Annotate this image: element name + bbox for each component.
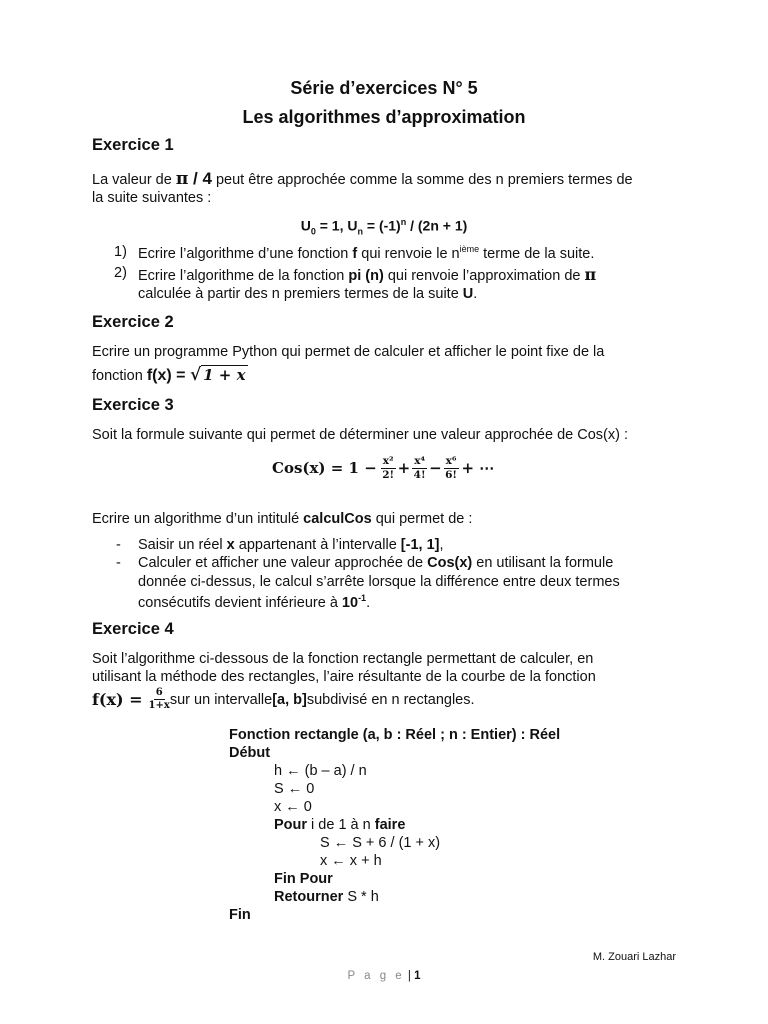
ex3-line2-b: qui permet de :: [371, 511, 473, 527]
formula-eq2: = (-1): [362, 217, 401, 234]
page-separator: |: [404, 970, 415, 982]
ex2-line1: Ecrire un programme Python qui permet de calculer et afficher le point fixe de la: [92, 344, 605, 360]
document-subtitle: Les algorithmes d’approximation: [242, 107, 526, 127]
algo-line-s: S ← 0: [274, 781, 315, 797]
cos-formula-lhs: Cos(x) = 1 −: [272, 459, 377, 477]
ex3-bullet2-line3: [138, 593, 370, 611]
ex1-item2: [138, 265, 596, 284]
ex1-item1-text-c: terme de la suite.: [479, 245, 595, 262]
ex3-bullet1-interval: [-1, 1]: [400, 537, 440, 553]
algo-ret-expr: S * h: [343, 889, 379, 905]
ex4-line2: utilisant la méthode des rectangles, l’aire résultante de la courbe de la fonction: [92, 669, 596, 685]
algo-pour-line: [274, 817, 405, 833]
page-footer: [0, 967, 768, 983]
ex1-sequence-formula: [0, 217, 768, 236]
ex2-fx: f(x) =: [146, 367, 190, 384]
ex1-intro-line2: la suite suivantes :: [92, 190, 212, 206]
algo-signature: Fonction rectangle (a, b : Réel ; n : Entier) : Réel: [229, 727, 561, 743]
algo-line-sum: S ← S + 6 / (1 + x): [320, 835, 441, 851]
formula-u: U: [300, 217, 311, 234]
ex3-bullet1-c: ,: [439, 537, 444, 553]
pi-symbol-2: π: [584, 265, 597, 284]
cos-term-2-den: 4!: [413, 468, 426, 481]
ex1-intro-text-b: peut être approchée comme la somme des n premiers termes de: [211, 172, 633, 188]
page-number: 1: [414, 970, 421, 982]
algo-line-h: h ← (b – a) / n: [274, 763, 367, 779]
ex3-bullet2-b: en utilisant la formule: [472, 555, 614, 571]
ex3-exp: -1: [358, 593, 367, 603]
ex4-line3-a: sur un intervalle: [169, 691, 273, 708]
ex1-item2-text-a: Ecrire l’algorithme de la fonction: [138, 268, 349, 284]
cos-term-2: [412, 456, 427, 480]
exercise-4-heading: Exercice 4: [92, 620, 174, 638]
formula-eq1: = 1, U: [315, 217, 358, 234]
cos-term-3-den: 6!: [445, 468, 458, 481]
ex1-item1-f: f: [352, 245, 358, 262]
exercise-3-heading: Exercice 3: [92, 396, 174, 414]
ex3-bullet1-b: appartenant à l’intervalle: [234, 537, 401, 553]
ex4-line3: [92, 688, 475, 711]
ex4-ab: [a, b]: [272, 691, 307, 708]
ex3-bullet2-cos: Cos(x): [427, 555, 473, 571]
ex1-item1-text-a: Ecrire l’algorithme d’une fonction: [138, 245, 353, 262]
ex1-item2-line2-a: calculée à partir des n premiers termes de la suite: [138, 286, 463, 302]
formula-sub0: 0: [310, 226, 316, 237]
ex1-item1-text-b: qui renvoie le n: [357, 245, 460, 262]
algo-debut: Début: [229, 745, 271, 761]
pi-symbol: π: [175, 169, 189, 189]
cos-term-3: [444, 456, 459, 480]
ex4-fraction-num: 6: [155, 687, 163, 698]
ex3-bullet2-line2: donnée ci-dessus, le calcul s’arrête lorsque la différence entre deux termes: [138, 574, 620, 590]
algo-pour: Pour: [274, 817, 308, 833]
document-title: Série d’exercices N° 5: [290, 78, 478, 98]
cos-term-3-num: x⁶: [445, 455, 457, 467]
ex3-bullet1-x: x: [226, 537, 235, 553]
exercise-1-heading: Exercice 1: [92, 136, 174, 154]
sqrt-symbol: √: [189, 365, 202, 385]
formula-subn: n: [357, 226, 363, 237]
ex1-slash4: / 4: [188, 169, 212, 188]
formula-supn: n: [400, 217, 407, 227]
ex3-bullet1-a: Saisir un réel: [138, 537, 227, 553]
cos-op-2: −: [429, 459, 442, 477]
ex1-item2-number: 2): [114, 265, 127, 281]
algo-retourner-line: [274, 889, 379, 905]
ex1-item2-pin: pi (n): [348, 268, 384, 284]
exercise-2-heading: Exercice 2: [92, 313, 174, 331]
ex4-fraction-den: 1+x: [148, 700, 170, 711]
ex1-item1: [138, 244, 594, 262]
ex3-bullet2: [138, 555, 613, 571]
ex1-item1-sup: ième: [459, 244, 480, 254]
ex1-item1-number: 1): [114, 244, 127, 260]
ex3-bullet2-line3-a: consécutifs devient inférieure à: [138, 594, 342, 611]
sqrt-argument: 1 + x: [203, 366, 246, 384]
algo-pour-mid: i de 1 à n: [307, 817, 375, 833]
ex3-bullet2-dash: -: [116, 555, 121, 571]
ex3-bullet1-dash: -: [116, 537, 121, 553]
algo-fin-pour: Fin Pour: [274, 871, 333, 887]
ex1-item2-line2: [138, 286, 477, 302]
ex4-line3-b: subdivisé en n rectangles.: [306, 691, 475, 708]
formula-eq3: / (2n + 1): [406, 217, 468, 234]
algo-retourner: Retourner: [274, 889, 344, 905]
ex3-line2: [92, 511, 472, 527]
cos-formula-tail: + ⋯: [461, 459, 495, 477]
algo-fin: Fin: [229, 907, 251, 923]
ex1-item2-line2-b: .: [473, 286, 478, 302]
algo-faire: faire: [374, 817, 406, 833]
algo-line-step: x ← x + h: [320, 853, 382, 869]
cos-op-1: +: [397, 459, 411, 477]
cos-term-1-den: 2!: [382, 468, 395, 481]
ex2-line2: [92, 365, 248, 385]
ex4-fraction: [149, 688, 170, 711]
cos-term-2-num: x⁴: [414, 455, 426, 467]
ex1-intro-text-a: La valeur de: [92, 172, 176, 188]
ex4-fx: f(x) =: [92, 690, 143, 709]
ex3-bullet1: [138, 537, 444, 553]
author-name: M. Zouari Lazhar: [592, 951, 676, 963]
ex1-item2-U: U: [462, 286, 474, 302]
ex3-bullet2-a: Calculer et afficher une valeur approchée de: [138, 555, 428, 571]
ex1-item2-text-b: qui renvoie l’approximation de: [383, 268, 585, 284]
ex2-line2-text: fonction: [92, 368, 147, 384]
ex3-line2-a: Ecrire un algorithme d’un intitulé: [92, 511, 304, 527]
ex4-line1: Soit l’algorithme ci-dessous de la fonction rectangle permettant de calculer, en: [92, 651, 594, 667]
cos-term-1: [381, 456, 396, 480]
ex3-bullet2-line3-b: .: [366, 594, 371, 611]
algo-line-x: x ← 0: [274, 799, 312, 815]
cos-term-1-num: x²: [382, 455, 394, 467]
ex1-intro-line1: [92, 169, 633, 189]
page-label: P a g e: [347, 970, 405, 982]
ex3-ten: 10: [341, 594, 359, 611]
ex3-calculcos: calculCos: [303, 511, 372, 527]
cos-formula: [272, 456, 494, 480]
ex3-line1: Soit la formule suivante qui permet de déterminer une valeur approchée de Cos(x) :: [92, 427, 628, 443]
